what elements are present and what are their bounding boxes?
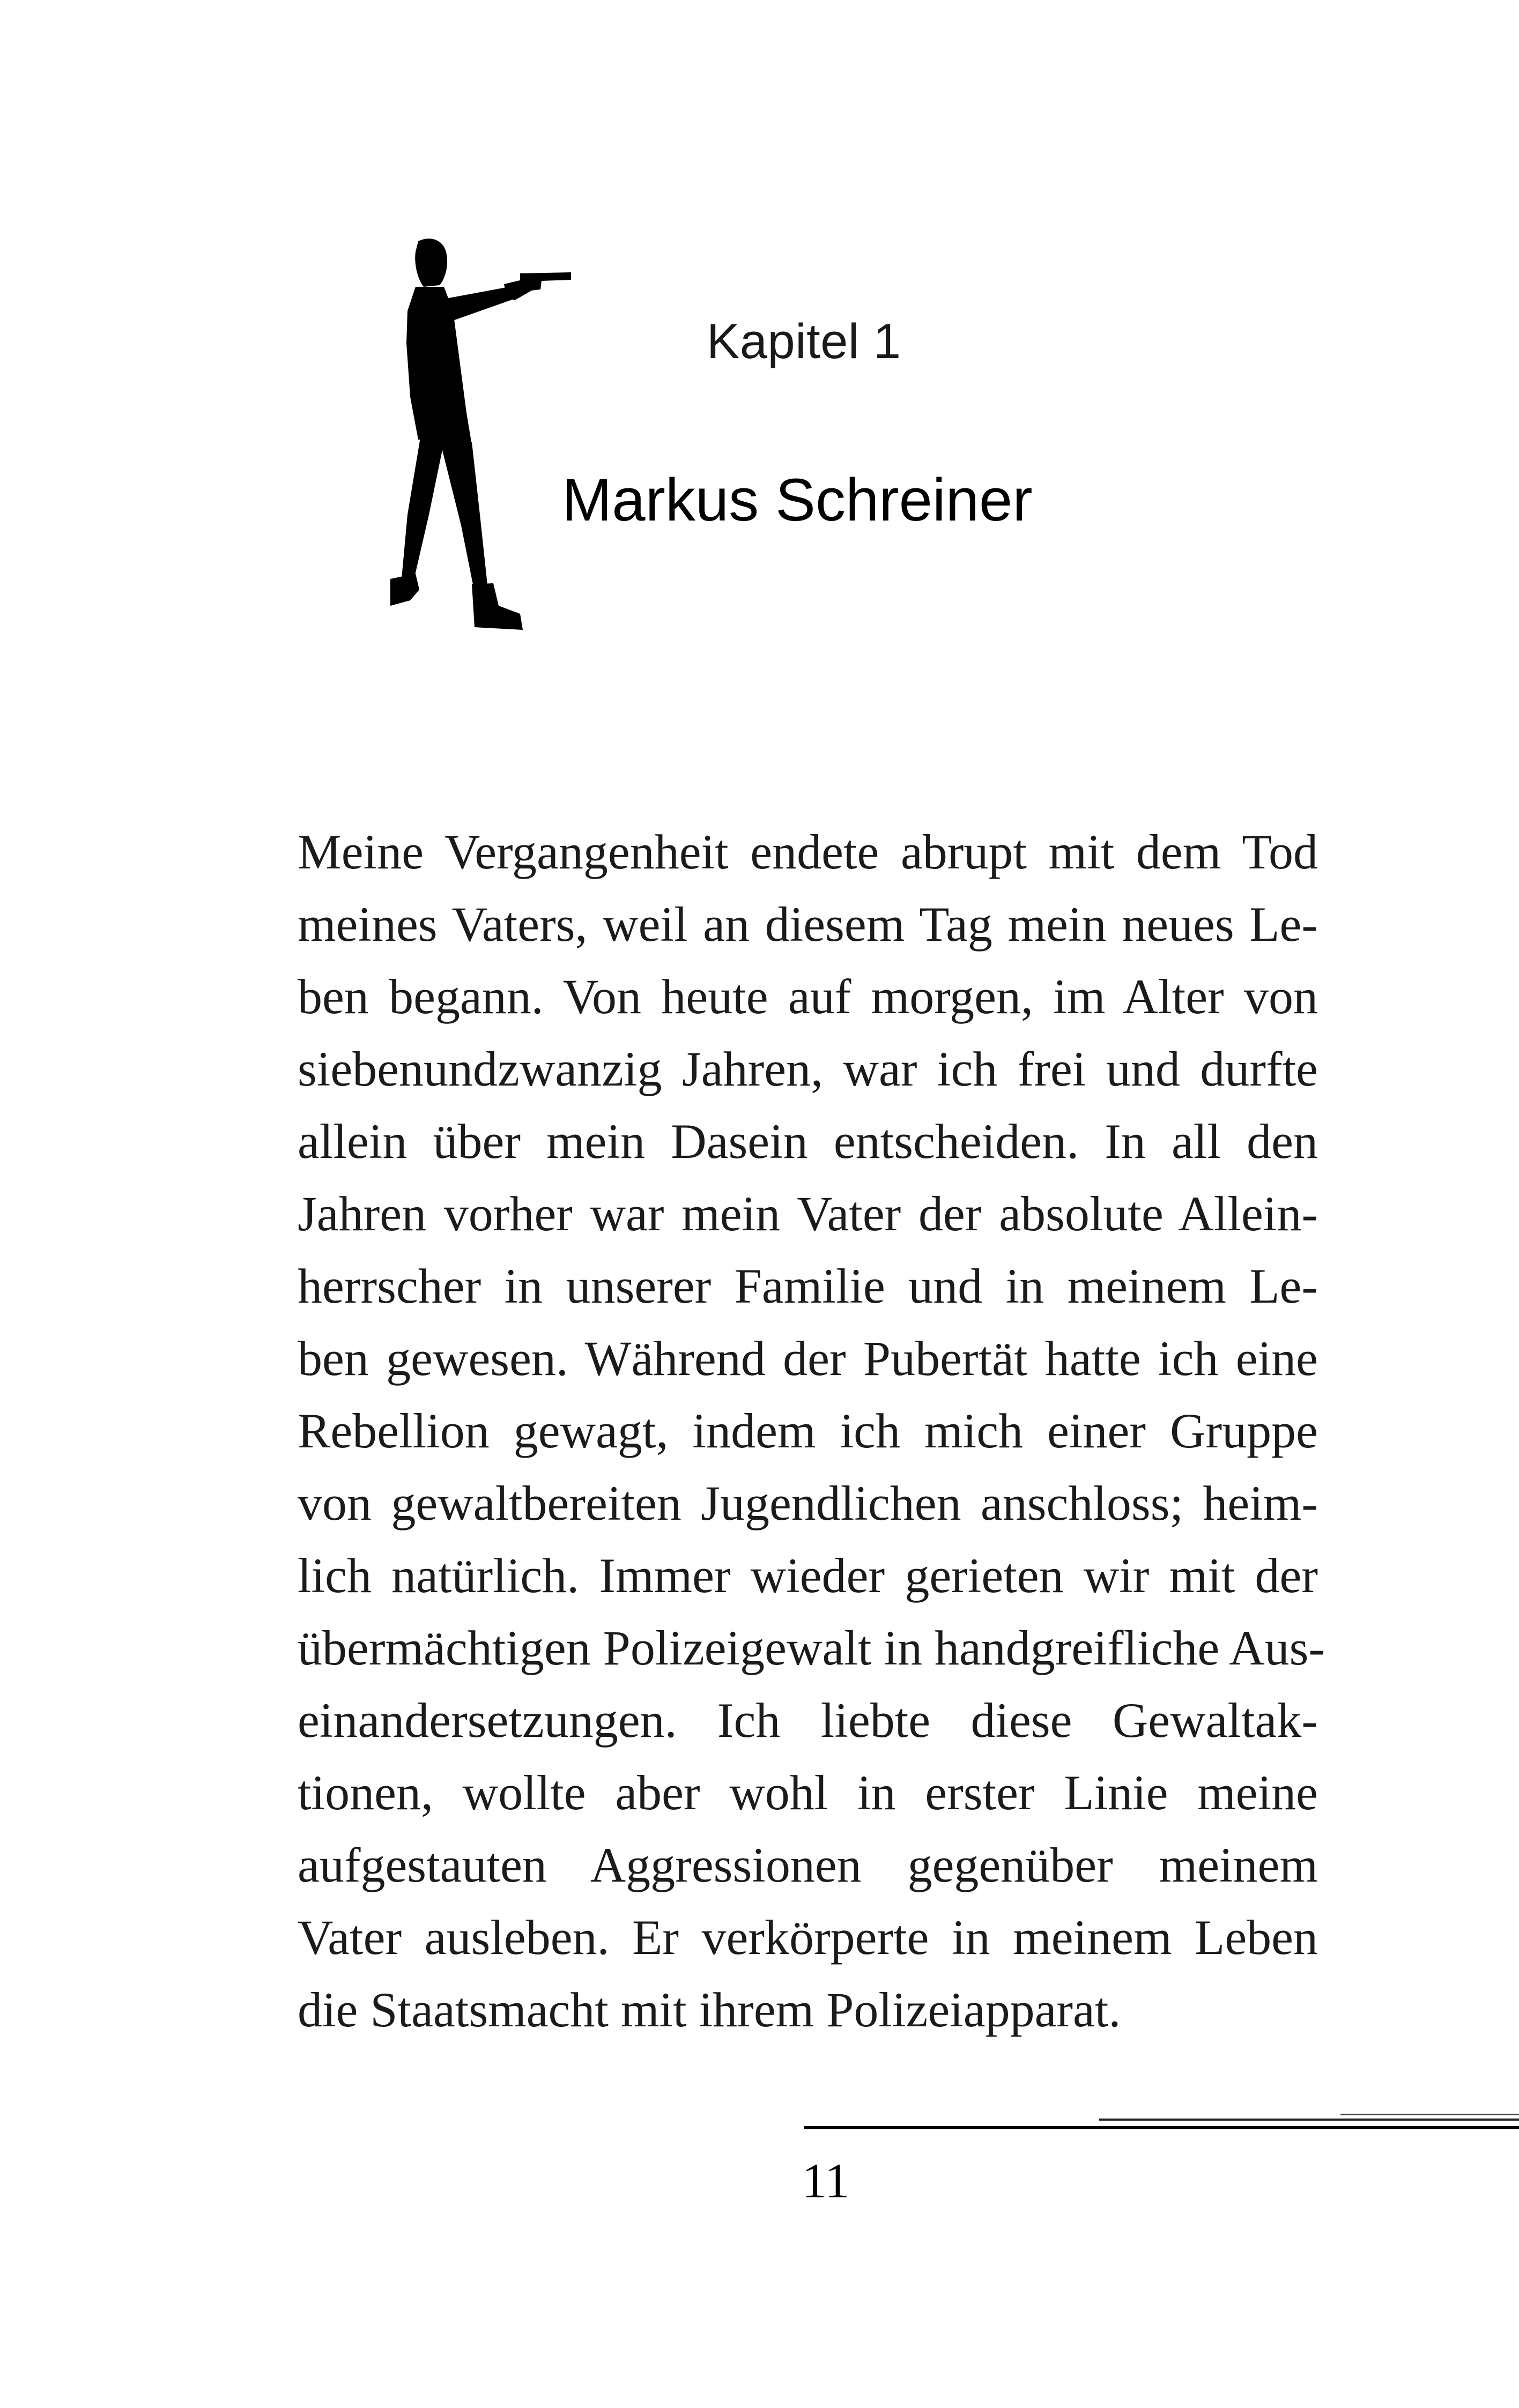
text-line: meines Vaters, weil an diesem Tag mein neues Le-	[298, 897, 1318, 952]
text-line: ben begann. Von heute auf morgen, im Alter von	[298, 969, 1318, 1024]
page-number: 11	[802, 2153, 850, 2208]
text-line: lich natürlich. Immer wieder gerieten wir mit der	[298, 1548, 1318, 1603]
text-line: die Staatsmacht mit ihrem Polizeiapparat.	[298, 1982, 1121, 2037]
footer-rule	[804, 2126, 1519, 2129]
gunman-silhouette-icon	[386, 236, 579, 633]
text-line: tionen, wollte aber wohl in erster Linie meine	[298, 1765, 1318, 1820]
text-line: von gewaltbereiten Jugendlichen anschloss; heim-	[298, 1476, 1318, 1530]
text-line: einandersetzungen. Ich liebte diese Gewaltak-	[298, 1693, 1318, 1748]
text-line: Rebellion gewagt, indem ich mich einer Gruppe	[298, 1403, 1318, 1458]
body-text	[298, 816, 1325, 2046]
text-line: Vater ausleben. Er verkörperte in meinem Leben	[298, 1910, 1318, 1965]
chapter-label: Kapitel 1	[707, 314, 901, 369]
footer-rule	[1340, 2114, 1519, 2115]
text-line: allein über mein Dasein entscheiden. In all den	[298, 1114, 1318, 1169]
text-line: ben gewesen. Während der Pubertät hatte ich eine	[298, 1331, 1318, 1386]
text-line: Jahren vorher war mein Vater der absolute Allein-	[298, 1186, 1318, 1241]
chapter-title: Markus Schreiner	[562, 466, 1033, 533]
footer-rule	[1099, 2119, 1519, 2121]
text-line: übermächtigen Polizeigewalt in handgreifliche Aus-	[298, 1621, 1325, 1675]
text-line: siebenundzwanzig Jahren, war ich frei und durfte	[298, 1042, 1318, 1096]
text-line: herrscher in unserer Familie und in meinem Le-	[298, 1259, 1318, 1313]
text-line: aufgestauten Aggressionen gegenüber meinem	[298, 1838, 1318, 1892]
text-line: Meine Vergangenheit endete abrupt mit dem Tod	[298, 824, 1318, 879]
